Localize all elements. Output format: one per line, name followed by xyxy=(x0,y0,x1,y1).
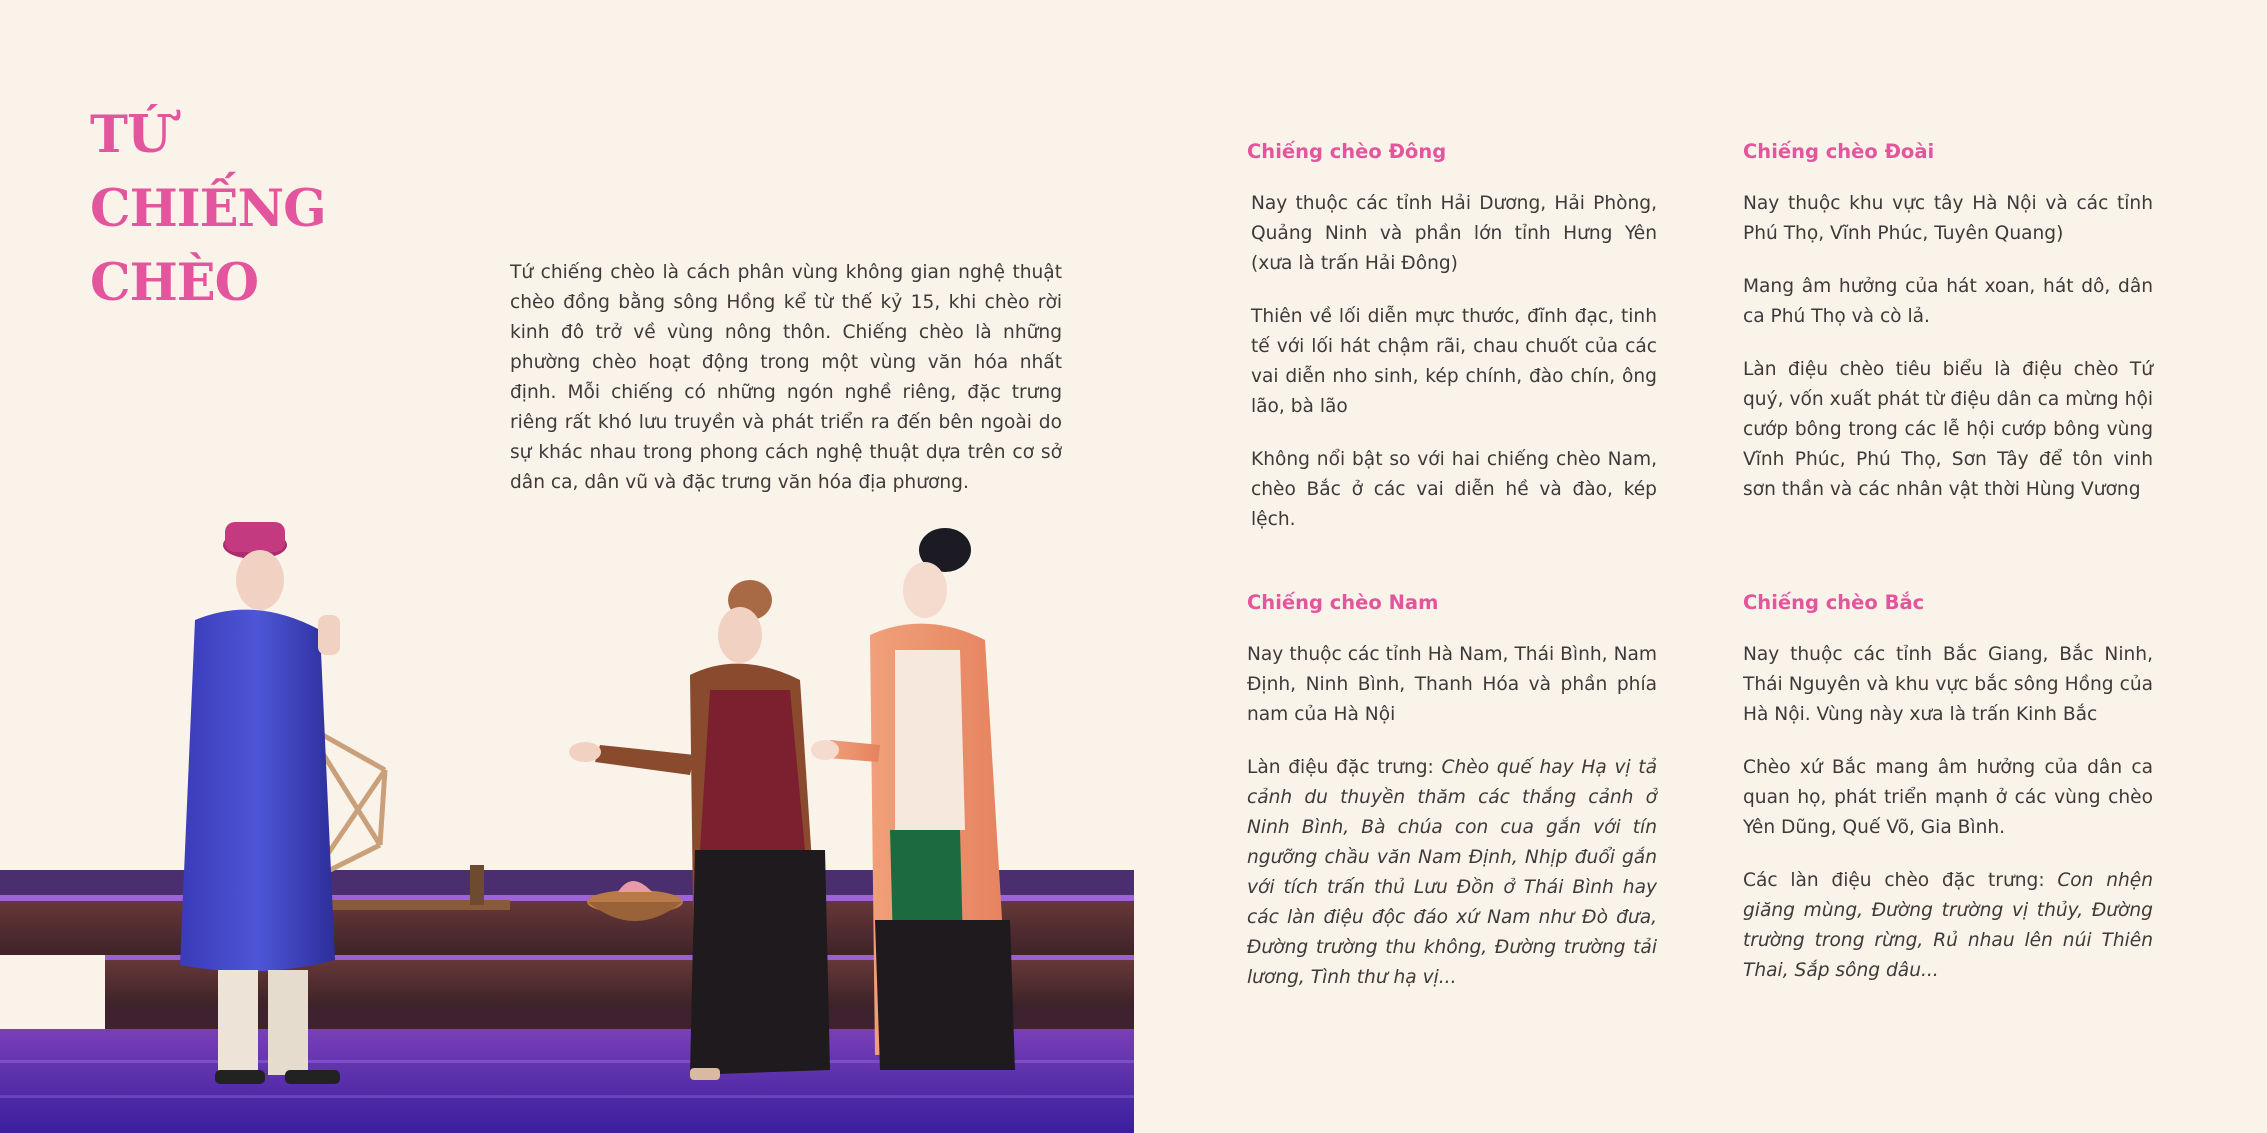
section-heading: Chiếng chèo Bắc xyxy=(1743,591,1925,614)
section-cheo-nam xyxy=(1247,588,1657,1016)
section-heading: Chiếng chèo Nam xyxy=(1247,591,1439,614)
page-title: TỨ CHIẾNG CHÈO xyxy=(90,105,326,313)
lead-text: Các làn điệu chèo đặc trưng: xyxy=(1743,870,2058,891)
section-cheo-doai xyxy=(1743,137,2153,528)
lead-text: Làn điệu đặc trưng: xyxy=(1247,757,1442,778)
section-paragraph: Không nổi bật so với hai chiếng chèo Nam, chèo Bắc ở các vai diễn hề và đào, kép lệch. xyxy=(1251,449,1657,530)
section-paragraph xyxy=(1743,866,2153,986)
section-paragraph: Thiên về lối diễn mực thước, đĩnh đạc, tinh tế với lối hát chậm rãi, chau chuốt của các vai diễn nho sinh, kép chính, đào chín, ông lão, bà lão xyxy=(1251,306,1657,417)
section-heading: Chiếng chèo Đông xyxy=(1247,140,1447,163)
italic-text: Con nhện giăng mùng, Đường trường vị thủy, Đường trường trong rừng, Rủ nhau lên núi Thiên Thai, Sắp sông dâu... xyxy=(1743,870,2153,981)
section-cheo-dong xyxy=(1247,137,1657,558)
italic-text: Chèo quế hay Hạ vị tả cảnh du thuyền thăm các thắng cảnh ở Ninh Bình, Bà chúa con cua gắn với tín ngưỡng chầu văn Nam Định, Nhịp đuổi gắn với tích trấn thủ Lưu Đồn ở Thái Bình hay các làn điệu độc đáo xứ Nam như Đò đưa, Đường trường thu không, Đường trường tải lương, Tình thư hạ vị... xyxy=(1247,757,1657,988)
section-paragraph: Nay thuộc các tỉnh Hải Dương, Hải Phòng, Quảng Ninh và phần lớn tỉnh Hưng Yên (xưa là trấn Hải Đông) xyxy=(1251,193,1657,274)
section-paragraph: Mang âm hưởng của hát xoan, hát dô, dân ca Phú Thọ và cò lả. xyxy=(1743,276,2153,327)
section-paragraph: Làn điệu chèo tiêu biểu là điệu chèo Tứ quý, vốn xuất phát từ điệu dân ca mừng hội cướp bông trong các lễ hội cướp bông vùng Vĩnh Phúc, Phú Thọ, Sơn Tây để tôn vinh sơn thần và các nhân vật thời Hùng Vương xyxy=(1743,359,2153,500)
intro-paragraph: Tứ chiếng chèo là cách phân vùng không gian nghệ thuật chèo đồng bằng sông Hồng kể từ thế kỷ 15, khi chèo rời kinh đô trở về vùng nông thôn. Chiếng chèo là những phường chèo hoạt động trong một vùng văn hóa nhất định. Mỗi chiếng có những ngón nghề riêng, đặc trưng riêng rất khó lưu truyền và phát triển ra đến bên ngoài do sự khác nhau trong phong cách nghệ thuật dựa trên cơ sở dân ca, dân vũ và đặc trưng văn hóa địa phương. xyxy=(510,262,1062,493)
section-cheo-bac xyxy=(1743,588,2153,1009)
section-paragraph: Nay thuộc khu vực tây Hà Nội và các tỉnh Phú Thọ, Vĩnh Phúc, Tuyên Quang) xyxy=(1743,193,2153,244)
section-paragraph: Nay thuộc các tỉnh Hà Nam, Thái Bình, Nam Định, Ninh Bình, Thanh Hóa và phần phía nam của Hà Nội xyxy=(1247,644,1657,725)
section-paragraph xyxy=(1247,753,1657,993)
section-paragraph: Chèo xứ Bắc mang âm hưởng của dân ca quan họ, phát triển mạnh ở các vùng chèo Yên Dũng, Quế Võ, Gia Bình. xyxy=(1743,757,2153,838)
stage-performance-photo xyxy=(0,500,1134,1133)
section-paragraph: Nay thuộc các tỉnh Bắc Giang, Bắc Ninh, Thái Nguyên và khu vực bắc sông Hồng của Hà Nội. Vùng này xưa là trấn Kinh Bắc xyxy=(1743,644,2153,725)
section-heading: Chiếng chèo Đoài xyxy=(1743,140,1935,163)
